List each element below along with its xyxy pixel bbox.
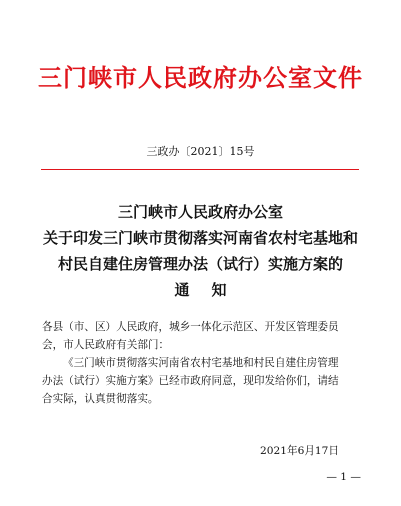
- paragraph-line: 合实际，认真贯彻落实。: [42, 393, 159, 405]
- notice-paragraph: [42, 354, 362, 408]
- title-line-1: 三门峡市人民政府办公室: [117, 203, 283, 221]
- title-line-4: 通知: [174, 281, 249, 299]
- document-number: 三政办〔2021〕15号: [146, 145, 255, 158]
- issue-date: 2021年6月17日: [260, 445, 339, 457]
- paragraph-line: 《三门峡市贯彻落实河南省农村宅基地和村民自建住房管理: [63, 357, 339, 369]
- page-number: — 1 —: [326, 471, 361, 483]
- paragraph-line: 办法（试行）实施方案》已经市政府同意，现印发给你们，请结: [42, 375, 339, 387]
- red-divider-line: [41, 169, 359, 170]
- title-line-2: 关于印发三门峡市贯彻落实河南省农村宅基地和: [42, 229, 358, 247]
- salutation-line-1: 各县（市、区）人民政府，城乡一体化示范区、开发区管理委员: [42, 321, 339, 333]
- title-line-3: 村民自建住房管理办法（试行）实施方案的: [57, 255, 343, 273]
- document-masthead: 三门峡市人民政府办公室文件: [38, 63, 363, 92]
- salutation-line-2: 会，市人民政府有关部门：: [42, 339, 170, 351]
